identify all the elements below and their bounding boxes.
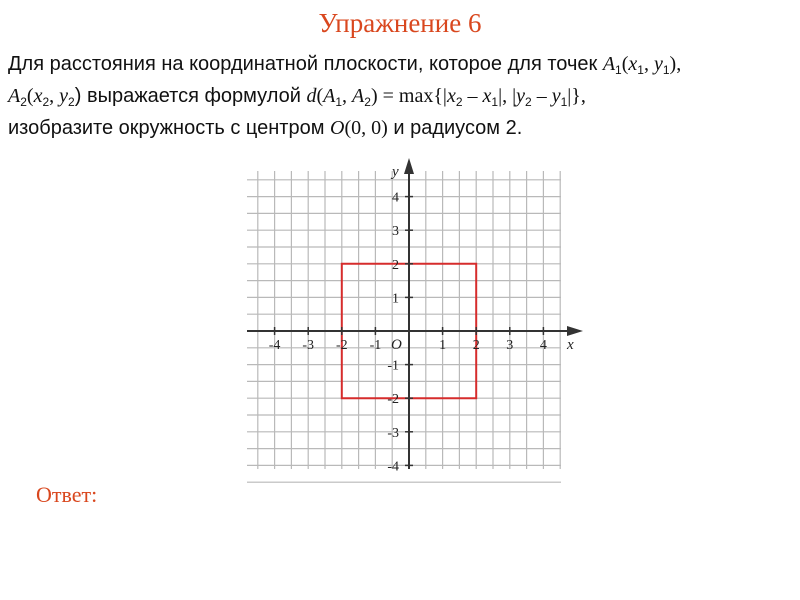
subscript: 1: [662, 63, 670, 77]
var-x: x: [446, 85, 456, 107]
minus: –: [531, 85, 552, 107]
y-tick-label: 2: [392, 257, 399, 273]
problem-text: Для расстояния на координатной плоскости, которое для точек: [8, 53, 603, 75]
y-axis-label: y: [392, 164, 399, 180]
comma: ,: [49, 85, 60, 107]
paren: (: [316, 85, 324, 107]
y-axis-arrow: [404, 158, 414, 174]
x-axis-label: x: [567, 337, 574, 353]
subscript: 1: [615, 63, 622, 77]
var-y: y: [551, 85, 561, 107]
exercise-title: Упражнение 6: [318, 8, 482, 38]
var-y: y: [59, 85, 69, 107]
subscript: 2: [42, 95, 50, 109]
paren: (: [621, 53, 629, 75]
var-y: y: [653, 53, 663, 75]
x-tick-label: -4: [268, 338, 281, 353]
point-a1-name: A: [602, 53, 616, 75]
x-tick-label: 1: [439, 338, 447, 353]
subscript: 1: [335, 95, 343, 109]
var-x: x: [33, 85, 43, 107]
y-tick-label: -3: [387, 425, 399, 441]
y-tick-label: 4: [392, 190, 399, 206]
axes: [247, 158, 583, 469]
center-coords: (0, 0): [344, 117, 388, 139]
problem-text: изобразите окружность с центром: [8, 117, 331, 139]
subscript: 1: [560, 95, 568, 109]
x-tick-label: 4: [539, 338, 547, 353]
tick-labels: [269, 164, 574, 474]
subscript: 2: [455, 95, 463, 109]
minus: –: [462, 85, 483, 107]
problem-text: ) выражается формулой: [74, 85, 307, 107]
separator: |, |: [498, 85, 517, 107]
problem-text: и радиусом 2.: [387, 117, 523, 139]
grid: [247, 171, 561, 482]
subscript: 1: [637, 63, 644, 77]
distance-func: d: [306, 85, 317, 107]
x-tick-label: -2: [335, 338, 348, 353]
comma: ,: [342, 85, 353, 107]
origin-label: O: [391, 337, 402, 353]
subscript: 2: [364, 95, 371, 109]
x-tick-label: -1: [369, 338, 382, 353]
subscript: 2: [68, 95, 75, 109]
x-tick-label: 3: [506, 338, 514, 353]
x-axis-arrow: [567, 326, 583, 336]
point-a2-name: A: [8, 85, 21, 107]
y-tick-label: -1: [387, 358, 399, 374]
y-tick-label: 1: [392, 291, 399, 307]
x-tick-label: -3: [302, 338, 315, 353]
y-tick-label: -2: [387, 392, 399, 408]
y-tick-label: -4: [387, 459, 399, 475]
formula-max: ) = max{|: [370, 85, 447, 107]
subscript: 1: [491, 95, 499, 109]
formula-close: |},: [567, 85, 586, 107]
var-x: x: [628, 53, 638, 75]
comma: ,: [643, 53, 654, 75]
var-x: x: [482, 85, 492, 107]
paren: ),: [669, 53, 682, 75]
center-name: O: [330, 117, 345, 139]
answer-label: Ответ:: [36, 482, 98, 507]
point-a2-name: A: [352, 85, 365, 107]
point-a1-name: A: [323, 85, 336, 107]
paren: (: [26, 85, 34, 107]
x-tick-label: 2: [472, 338, 480, 353]
var-y: y: [516, 85, 525, 107]
subscript: 2: [20, 95, 27, 109]
y-tick-label: 3: [392, 224, 399, 240]
subscript: 2: [525, 95, 532, 109]
